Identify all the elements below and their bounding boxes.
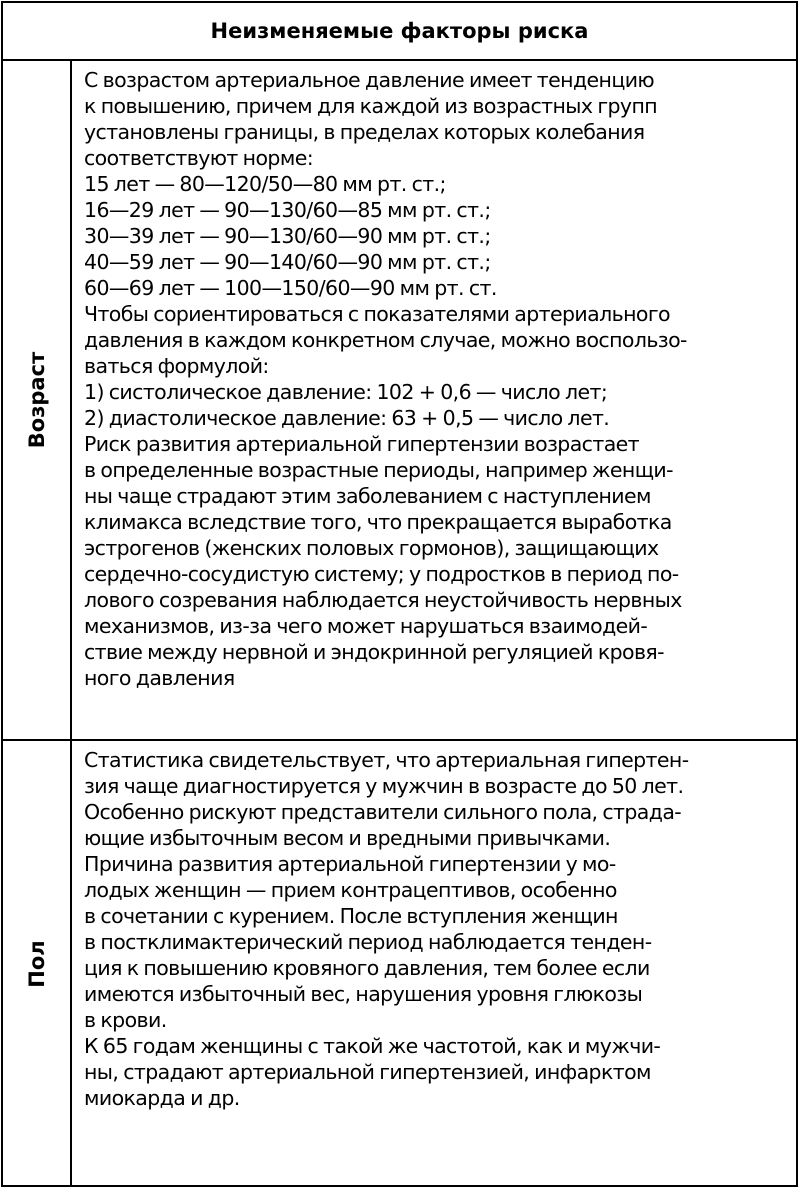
text-line: ющие избыточным весом и вредными привычками. xyxy=(84,826,611,850)
text-line: миокарда и др. xyxy=(84,1086,240,1110)
text-line: 60—69 лет — 100—150/60—90 мм рт. ст. xyxy=(84,276,497,300)
text-line: ного давления xyxy=(84,666,235,690)
text-line: ны, страдают артериальной гипертензией, инфарктом xyxy=(84,1060,651,1084)
text-line: Причина развития артериальной гипертензии у мо- xyxy=(84,852,616,876)
row-label-cell xyxy=(3,61,72,739)
text-line: ствие между нервной и эндокринной регуляцией кровя- xyxy=(84,640,664,664)
text-line: лового созревания наблюдается неустойчивость нервных xyxy=(84,588,682,612)
table-header xyxy=(3,3,796,61)
text-line: в крови. xyxy=(84,1008,167,1032)
risk-factors-table xyxy=(1,1,798,1187)
text-line: 2) диастолическое давление: 63 + 0,5 — число лет. xyxy=(84,406,610,430)
text-line: 40—59 лет — 90—140/60—90 мм рт. ст.; xyxy=(84,250,491,274)
text-line: к повышению, причем для каждой из возрастных групп xyxy=(84,94,658,118)
text-line: С возрастом артериальное давление имеет тенденцию xyxy=(84,68,655,92)
text-line: ваться формулой: xyxy=(84,354,269,378)
table-title: Неизменяемые факторы риска xyxy=(210,19,589,43)
table-row-age xyxy=(3,61,796,741)
text-line: ция к повышению кровяного давления, тем более если xyxy=(84,956,650,980)
row-label-cell xyxy=(3,741,72,1187)
text-line: зия чаще диагностируется у мужчин в возрасте до 50 лет. xyxy=(84,774,684,798)
text-line: ны чаще страдают этим заболеванием с наступлением xyxy=(84,484,651,508)
text-line: соответствуют норме: xyxy=(84,146,314,170)
text-line: в определенные возрастные периоды, например женщи- xyxy=(84,458,673,482)
text-line: климакса вследствие того, что прекращается выработка xyxy=(84,510,672,534)
text-line: механизмов, из-за чего может нарушаться взаимодей- xyxy=(84,614,648,638)
text-line: 30—39 лет — 90—130/60—90 мм рт. ст.; xyxy=(84,224,491,248)
text-line: в сочетании с курением. После вступления женщин xyxy=(84,904,618,928)
text-line: установлены границы, в пределах которых колебания xyxy=(84,120,645,144)
text-line: 15 лет — 80—120/50—80 мм рт. ст.; xyxy=(84,172,446,196)
row-label-sex: Пол xyxy=(24,940,49,988)
text-line: К 65 годам женщины с такой же частотой, как и мужчи- xyxy=(84,1034,661,1058)
text-line: имеются избыточный вес, нарушения уровня глюкозы xyxy=(84,982,643,1006)
text-line: Особенно рискуют представители сильного пола, страда- xyxy=(84,800,682,824)
text-line: 16—29 лет — 90—130/60—85 мм рт. ст.; xyxy=(84,198,491,222)
text-line: эстрогенов (женских половых гормонов), защищающих xyxy=(84,536,659,560)
text-line: Риск развития артериальной гипертензии возрастает xyxy=(84,432,640,456)
text-line: лодых женщин — прием контрацептивов, особенно xyxy=(84,878,617,902)
text-line: 1) систолическое давление: 102 + 0,6 — число лет; xyxy=(84,380,608,404)
text-line: сердечно-сосудистую систему; у подростков в период по- xyxy=(84,562,679,586)
row-text-age xyxy=(84,67,792,691)
row-label-age: Возраст xyxy=(24,351,49,449)
text-line: давления в каждом конкретном случае, можно воспользо- xyxy=(84,328,687,352)
text-line: в постклимактерический период наблюдается тенден- xyxy=(84,930,652,954)
row-text-sex xyxy=(84,747,792,1111)
text-line: Чтобы сориентироваться с показателями артериального xyxy=(84,302,670,326)
text-line: Статистика свидетельствует, что артериальная гипертен- xyxy=(84,748,689,772)
table-row-sex xyxy=(3,741,796,1187)
